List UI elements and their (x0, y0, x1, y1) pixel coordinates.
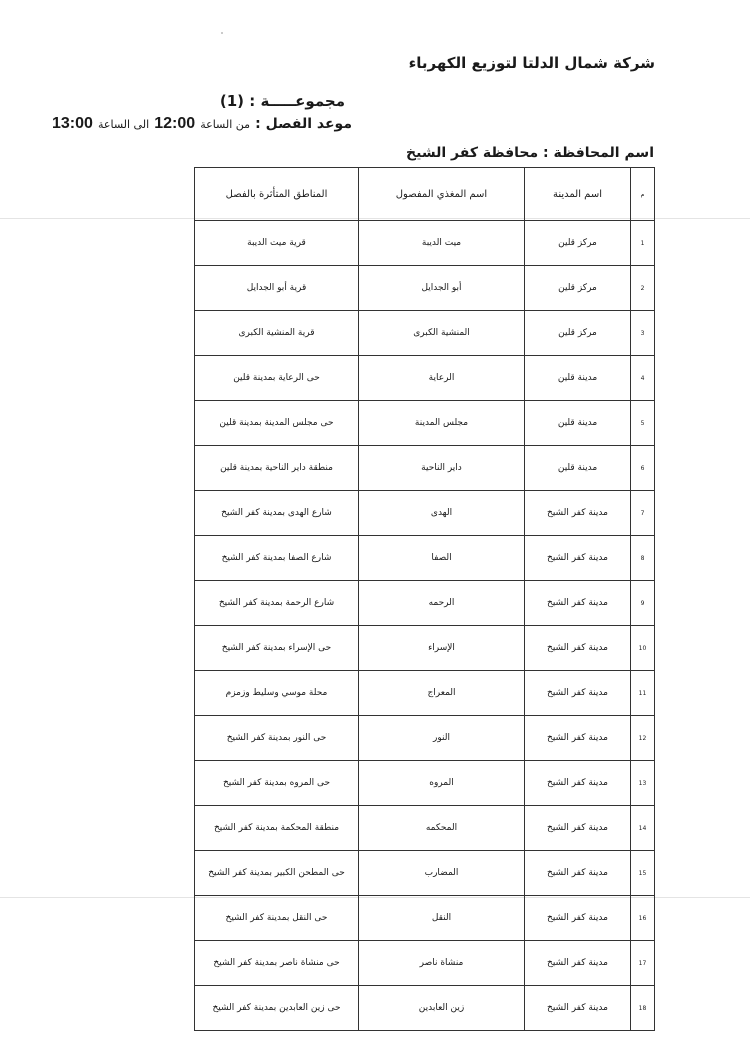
row-city: مدينة كفر الشيخ (525, 806, 631, 851)
row-areas: حى النور بمدينة كفر الشيخ (195, 716, 359, 761)
row-num: 5 (631, 401, 655, 446)
row-city: مدينة كفر الشيخ (525, 581, 631, 626)
row-num: 3 (631, 311, 655, 356)
row-feeder: المضارب (359, 851, 525, 896)
header-areas: المناطق المتأثرة بالفصل (195, 168, 359, 221)
table-row (195, 806, 655, 851)
row-areas: حى مجلس المدينة بمدينة قلين (195, 401, 359, 446)
row-areas: منطقة المحكمة بمدينة كفر الشيخ (195, 806, 359, 851)
row-num: 7 (631, 491, 655, 536)
row-city: مدينة قلين (525, 446, 631, 491)
row-areas: حى منشاة ناصر بمدينة كفر الشيخ (195, 941, 359, 986)
row-areas: حى الرعاية بمدينة قلين (195, 356, 359, 401)
row-num: 1 (631, 221, 655, 266)
table-row (195, 311, 655, 356)
table-row (195, 851, 655, 896)
row-areas: محلة موسي وسليط وزمزم (195, 671, 359, 716)
from-time: 12:00 (154, 115, 196, 132)
table-body (195, 221, 655, 1031)
cut-schedule (52, 113, 352, 133)
row-feeder: النقل (359, 896, 525, 941)
row-city: مدينة كفر الشيخ (525, 491, 631, 536)
row-areas: حى الإسراء بمدينة كفر الشيخ (195, 626, 359, 671)
from-text: من الساعة (200, 118, 251, 131)
row-areas: قرية المنشية الكبرى (195, 311, 359, 356)
table-row (195, 626, 655, 671)
row-city: مدينة كفر الشيخ (525, 671, 631, 716)
row-num: 6 (631, 446, 655, 491)
row-areas: حى المروه بمدينة كفر الشيخ (195, 761, 359, 806)
row-num: 13 (631, 761, 655, 806)
table-row (195, 401, 655, 446)
row-num: 15 (631, 851, 655, 896)
row-city: مدينة كفر الشيخ (525, 626, 631, 671)
table-row (195, 941, 655, 986)
row-city: مركز قلين (525, 266, 631, 311)
row-city: مدينة قلين (525, 356, 631, 401)
cut-label: موعد الفصل : (255, 116, 352, 132)
row-city: مدينة كفر الشيخ (525, 536, 631, 581)
row-city: مدينة كفر الشيخ (525, 851, 631, 896)
row-areas: حى المطحن الكبير بمدينة كفر الشيخ (195, 851, 359, 896)
table-row (195, 446, 655, 491)
row-areas: حى زين العابدين بمدينة كفر الشيخ (195, 986, 359, 1031)
row-feeder: المروه (359, 761, 525, 806)
header-feeder: اسم المغذي المفصول (359, 168, 525, 221)
row-areas: شارع الرحمة بمدينة كفر الشيخ (195, 581, 359, 626)
row-areas: شارع الصفا بمدينة كفر الشيخ (195, 536, 359, 581)
row-areas: شارع الهدى بمدينة كفر الشيخ (195, 491, 359, 536)
row-feeder: الإسراء (359, 626, 525, 671)
table-row (195, 581, 655, 626)
scan-speck (221, 32, 223, 34)
row-feeder: داير الناحية (359, 446, 525, 491)
row-num: 16 (631, 896, 655, 941)
row-num: 18 (631, 986, 655, 1031)
row-feeder: الرحمه (359, 581, 525, 626)
row-areas: قرية ميت الديبة (195, 221, 359, 266)
outage-table (194, 167, 655, 1031)
row-city: مدينة كفر الشيخ (525, 941, 631, 986)
group-label: مجموعـــــة : (1) (219, 92, 345, 110)
row-num: 9 (631, 581, 655, 626)
row-feeder: ميت الديبة (359, 221, 525, 266)
table-row (195, 221, 655, 266)
table-row (195, 536, 655, 581)
table-row (195, 356, 655, 401)
row-city: مدينة كفر الشيخ (525, 986, 631, 1031)
row-areas: قرية أبو الجدايل (195, 266, 359, 311)
table-row (195, 986, 655, 1031)
governorate-name: اسم المحافظة : محافظة كفر الشيخ (406, 145, 654, 161)
row-num: 8 (631, 536, 655, 581)
row-city: مدينة قلين (525, 401, 631, 446)
row-num: 17 (631, 941, 655, 986)
row-feeder: النور (359, 716, 525, 761)
table-header-row (195, 168, 655, 221)
to-text: الى الساعة (98, 118, 150, 131)
table-row (195, 716, 655, 761)
table-row (195, 266, 655, 311)
table-row (195, 671, 655, 716)
header-num: م (631, 168, 655, 221)
row-feeder: منشاة ناصر (359, 941, 525, 986)
row-city: مركز قلين (525, 221, 631, 266)
row-feeder: زين العابدين (359, 986, 525, 1031)
table-row (195, 491, 655, 536)
row-city: مركز قلين (525, 311, 631, 356)
row-areas: حى النقل بمدينة كفر الشيخ (195, 896, 359, 941)
header-city: اسم المدينة (525, 168, 631, 221)
row-num: 14 (631, 806, 655, 851)
row-feeder: أبو الجدايل (359, 266, 525, 311)
row-city: مدينة كفر الشيخ (525, 896, 631, 941)
table-row (195, 761, 655, 806)
row-feeder: الصفا (359, 536, 525, 581)
row-feeder: مجلس المدينة (359, 401, 525, 446)
row-areas: منطقة داير الناحية بمدينة قلين (195, 446, 359, 491)
row-city: مدينة كفر الشيخ (525, 716, 631, 761)
row-city: مدينة كفر الشيخ (525, 761, 631, 806)
row-feeder: المحكمه (359, 806, 525, 851)
row-num: 2 (631, 266, 655, 311)
row-num: 10 (631, 626, 655, 671)
row-feeder: الرعاية (359, 356, 525, 401)
row-num: 11 (631, 671, 655, 716)
table-row (195, 896, 655, 941)
row-feeder: الهدى (359, 491, 525, 536)
row-feeder: المعراج (359, 671, 525, 716)
to-time: 13:00 (52, 115, 93, 132)
row-num: 4 (631, 356, 655, 401)
company-name: شركة شمال الدلتا لتوزيع الكهرباء (408, 54, 655, 72)
row-feeder: المنشية الكبرى (359, 311, 525, 356)
row-num: 12 (631, 716, 655, 761)
